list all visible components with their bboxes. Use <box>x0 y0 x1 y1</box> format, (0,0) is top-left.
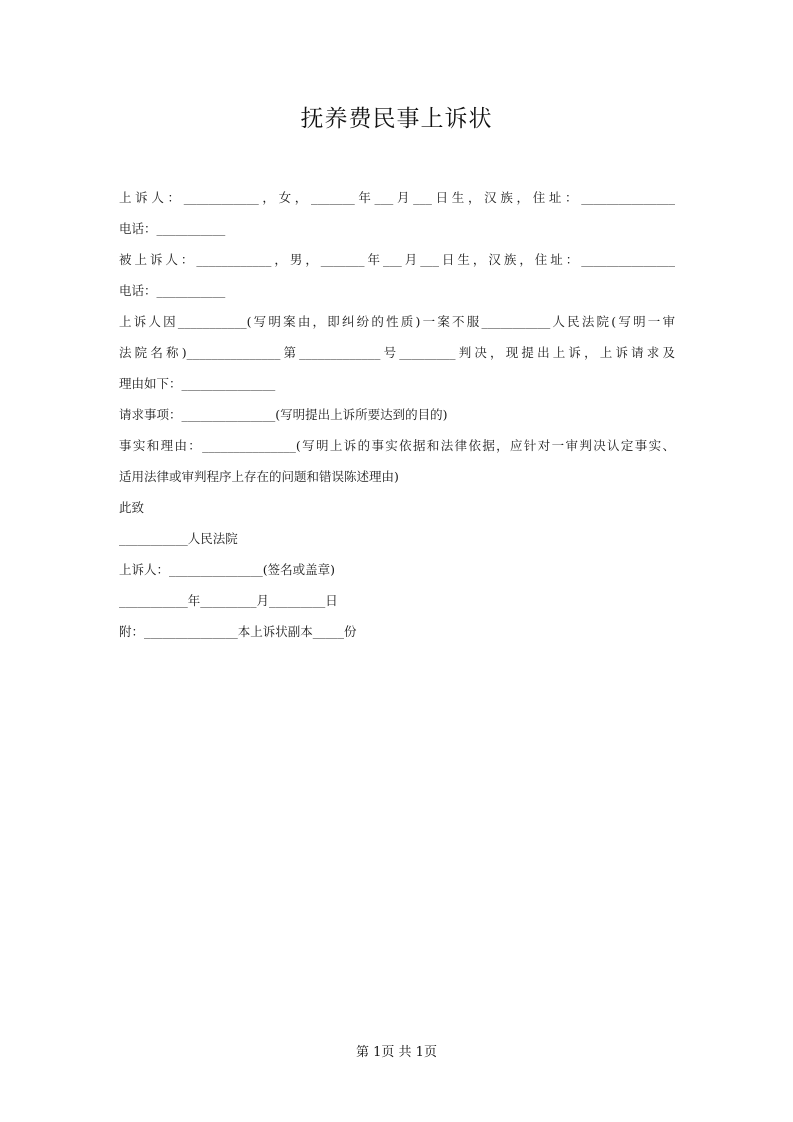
appellee-line: 被上诉人：____________，男，_______年___月___日生，汉族，住址：_______________ <box>119 252 675 267</box>
appellant-phone-line: 电话：___________ <box>119 221 226 236</box>
court-line: ___________人民法院 <box>119 531 238 546</box>
facts-reasons-line-2: 适用法律或审判程序上存在的问题和错误陈述理由) <box>119 469 399 484</box>
appeal-reason-line-3: 理由如下：_______________ <box>119 376 276 391</box>
appeal-reason-line-1: 上诉人因___________(写明案由，即纠纷的性质)一案不服___________人民法院(写明一审 <box>119 314 675 329</box>
request-items-line: 请求事项：_______________(写明提出上诉所要达到的目的) <box>119 407 448 422</box>
appellee-phone-line: 电话：___________ <box>119 283 226 298</box>
salutation-line: 此致 <box>119 500 145 515</box>
signature-line: 上诉人：_______________(签名或盖章) <box>119 562 336 577</box>
page-footer: 第 1页 共 1页 <box>356 1045 437 1060</box>
appellant-line: 上诉人：____________，女，_______年___月___日生，汉族，住址：_______________ <box>119 190 675 205</box>
facts-reasons-line-1: 事实和理由：_______________(写明上诉的事实依据和法律依据，应针对一审判决认定事实、 <box>119 438 675 453</box>
appeal-reason-line-2: 法院名称)_______________第_____________号_________判决，现提出上诉，上诉请求及 <box>119 345 675 360</box>
date-line: ___________年_________月_________日 <box>119 593 338 608</box>
document-title: 抚养费民事上诉状 <box>300 106 493 132</box>
attachment-line: 附：_______________本上诉状副本_____份 <box>119 624 357 639</box>
document-body <box>119 182 675 647</box>
